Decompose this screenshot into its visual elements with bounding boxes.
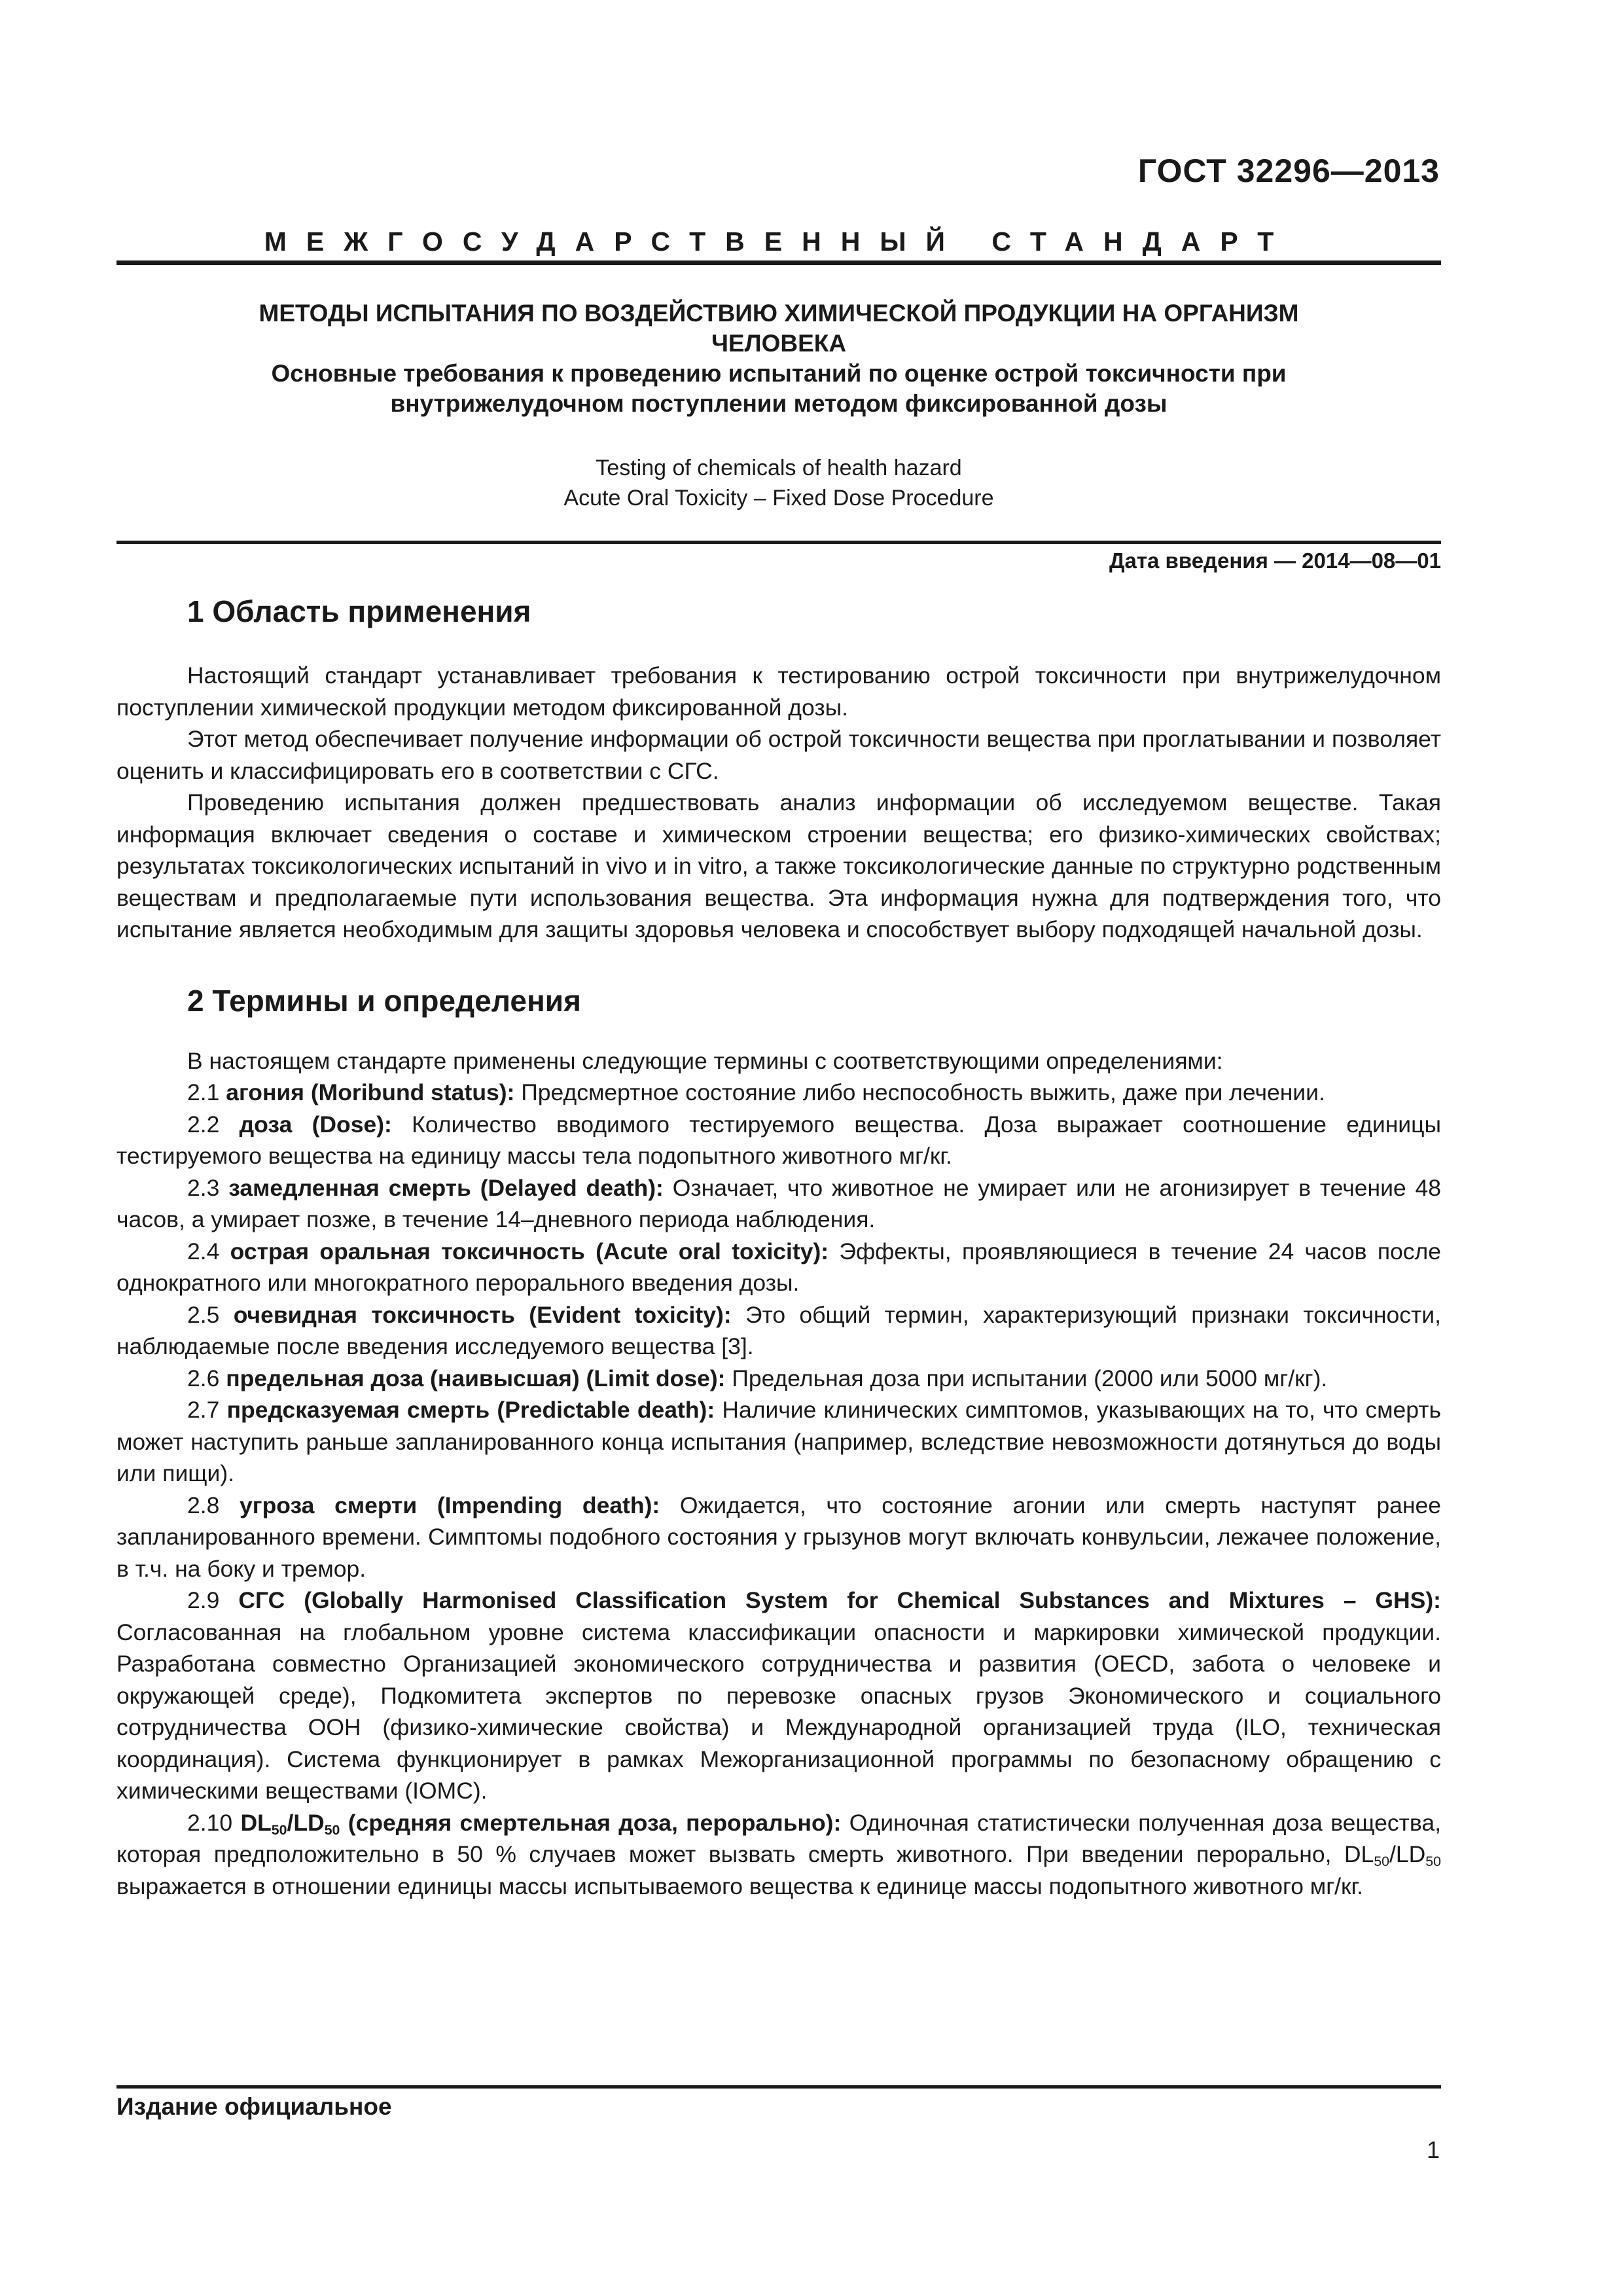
term-name: агония (Moribund status):	[226, 1079, 515, 1105]
ld50-abbr-ld: LD	[293, 1809, 325, 1836]
title-main-line2: ЧЕЛОВЕКА	[711, 330, 847, 357]
term-name: предельная доза (наивысшая) (Limit dose):	[226, 1365, 726, 1391]
term-definition	[116, 1236, 1441, 1299]
term-text: Количество вводимого тестируемого вещества. Доза выражает соотношение единицы тестируемого вещества на единицу массы тела подопытного животного мг/кг.	[116, 1111, 1441, 1169]
footer-divider	[116, 2085, 1441, 2089]
title-divider	[116, 541, 1441, 544]
term-text: Предсмертное состояние либо неспособность выжить, даже при лечении.	[521, 1079, 1325, 1105]
ld50-separator: /	[287, 1809, 294, 1836]
term-definition	[116, 1299, 1441, 1363]
introduction-date: Дата введения — 2014—08—01	[1109, 548, 1441, 573]
term-name: острая оральная токсичность (Acute oral toxicity):	[230, 1238, 829, 1265]
term-text: Ожидается, что состояние агонии или смерть наступят ранее запланированного времени. Симптомы подобного состояния у грызунов могут включать конвульсии, лежачее положение, в т.ч. на боку и тремор.	[116, 1492, 1442, 1582]
term-number: 2.7	[187, 1397, 220, 1423]
ld50-subscript: 50	[1425, 1854, 1441, 1869]
section-1-heading: 1 Область применения	[187, 594, 531, 628]
section-2-intro: В настоящем стандарте применены следующие термины с соответствующими определениями:	[187, 1047, 1223, 1074]
ld50-abbr-ld: LD	[1395, 1841, 1426, 1867]
section-1-paragraph: Этот метод обеспечивает получение информации об острой токсичности вещества при проглатывании и позволяет оценить и классифицировать его в соответствии с СГС.	[116, 726, 1441, 784]
term-text: Означает, что животное не умирает или не агонизирует в течение 48 часов, а умирает позже, в течение 14–дневного периода наблюдения.	[116, 1174, 1441, 1232]
term-number: 2.4	[187, 1238, 220, 1265]
document-body	[116, 589, 1441, 1902]
term-definition	[116, 1394, 1441, 1490]
english-title	[116, 453, 1441, 513]
standard-number: ГОСТ 32296—2013	[1137, 152, 1440, 189]
title-sub-line2: внутрижелудочном поступлении методом фиксированной дозы	[390, 390, 1168, 417]
ld50-term-rest: (средняя смертельная доза, перорально):	[348, 1809, 842, 1836]
term-number: 2.6	[187, 1365, 220, 1391]
term-definition	[116, 1490, 1441, 1585]
term-text: Одиночная статистически полученная доза вещества, которая предположительно в 50 % случаев может вызвать смерть животного. При введении перорально,	[116, 1809, 1441, 1867]
term-text: Согласованная на глобальном уровне система классификации опасности и маркировки химической продукции. Разработана совместно Организацией экономического сотрудничества и развития (OECD, забота о человеке и окружающей среде), Подкомитета экспертов по перевозке опасных грузов Экономического и социального сотрудничества ООН (физико-химические свойства) и Международной организацией труда (ILO, техническая координация). Система функционирует в рамках Межорганизационной программы по безопасному обращению с химическими веществами (IOMC).	[116, 1619, 1441, 1804]
top-divider	[116, 260, 1441, 265]
term-text: Эффекты, проявляющиеся в течение 24 часов после однократного или многократного перорального введения дозы.	[116, 1238, 1442, 1296]
edition-label: Издание официальное	[116, 2093, 392, 2120]
section-1-paragraph: Настоящий стандарт устанавливает требования к тестированию острой токсичности при внутрижелудочном поступлении химической продукции методом фиксированной дозы.	[116, 662, 1441, 721]
term-name: СГС (Globally Harmonised Classification System for Chemical Substances and Mixtures – GHS):	[238, 1587, 1441, 1613]
ld50-subscript: 50	[271, 1821, 287, 1838]
ld50-separator: /	[1389, 1841, 1396, 1867]
term-number: 2.3	[187, 1174, 220, 1201]
term-text: выражается в отношении единицы массы испытываемого вещества к единице массы подопытного животного мг/кг.	[116, 1873, 1364, 1899]
title-block	[116, 298, 1441, 419]
term-definition	[116, 1109, 1441, 1172]
term-name	[240, 1810, 841, 1836]
term-number: 2.2	[187, 1111, 220, 1138]
term-name: предсказуемая смерть (Predictable death):	[226, 1397, 715, 1423]
ld50-abbr-dl: DL	[1344, 1841, 1374, 1867]
term-name: замедленная смерть (Delayed death):	[228, 1174, 664, 1201]
term-definition	[116, 1585, 1441, 1807]
term-text: Наличие клинических симптомов, указывающих на то, что смерть может наступить раньше запланированного конца испытания (например, вследствие невозможности дотянуться до воды или пищи).	[116, 1397, 1441, 1486]
section-2-heading: 2 Термины и определения	[187, 983, 581, 1018]
term-name: угроза смерти (Impending death):	[240, 1492, 660, 1518]
term-number: 2.10	[187, 1809, 233, 1836]
title-main-line1: МЕТОДЫ ИСПЫТАНИЯ ПО ВОЗДЕЙСТВИЮ ХИМИЧЕСКОЙ ПРОДУКЦИИ НА ОРГАНИЗМ	[259, 300, 1299, 327]
term-number: 2.8	[187, 1492, 220, 1518]
term-number: 2.5	[187, 1301, 220, 1328]
ld50-subscript: 50	[1374, 1854, 1390, 1869]
term-number: 2.9	[187, 1587, 220, 1613]
title-sub-line1: Основные требования к проведению испытаний по оценке острой токсичности при	[271, 360, 1287, 387]
interstate-standard-label: МЕЖГОСУДАРСТВЕННЫЙ СТАНДАРТ	[264, 226, 1294, 257]
term-text: Это общий термин, характеризующий признаки токсичности, наблюдаемые после введения исследуемого вещества [3].	[116, 1301, 1441, 1359]
term-name: доза (Dose):	[239, 1111, 392, 1138]
term-name: очевидная токсичность (Evident toxicity):	[233, 1301, 732, 1328]
term-definition	[116, 1172, 1441, 1236]
ld50-abbr-dl: DL	[240, 1809, 272, 1836]
term-number: 2.1	[187, 1079, 220, 1105]
term-definition-ld50	[116, 1807, 1441, 1903]
term-definition	[116, 1363, 1441, 1395]
english-title-line1: Testing of chemicals of health hazard	[596, 456, 962, 480]
term-text: Предельная доза при испытании (2000 или 5000 мг/кг).	[732, 1365, 1328, 1391]
ld50-subscript: 50	[324, 1821, 340, 1838]
english-title-line2: Acute Oral Toxicity – Fixed Dose Procedure	[563, 486, 994, 511]
term-definition	[116, 1077, 1441, 1109]
section-1-paragraph: Проведению испытания должен предшествовать анализ информации об исследуемом веществе. Такая информация включает сведения о составе и химическом строении вещества; его физико-химических свойствах; результатах токсикологических испытаний in vivo и in vitro, а также токсикологические данные по структурно родственным веществам и предполагаемые пути использования вещества. Эта информация нужна для подтверждения того, что испытание является необходимым для защиты здоровья человека и способствует выбору подходящей начальной дозы.	[116, 789, 1441, 942]
page-number: 1	[1426, 2136, 1440, 2163]
